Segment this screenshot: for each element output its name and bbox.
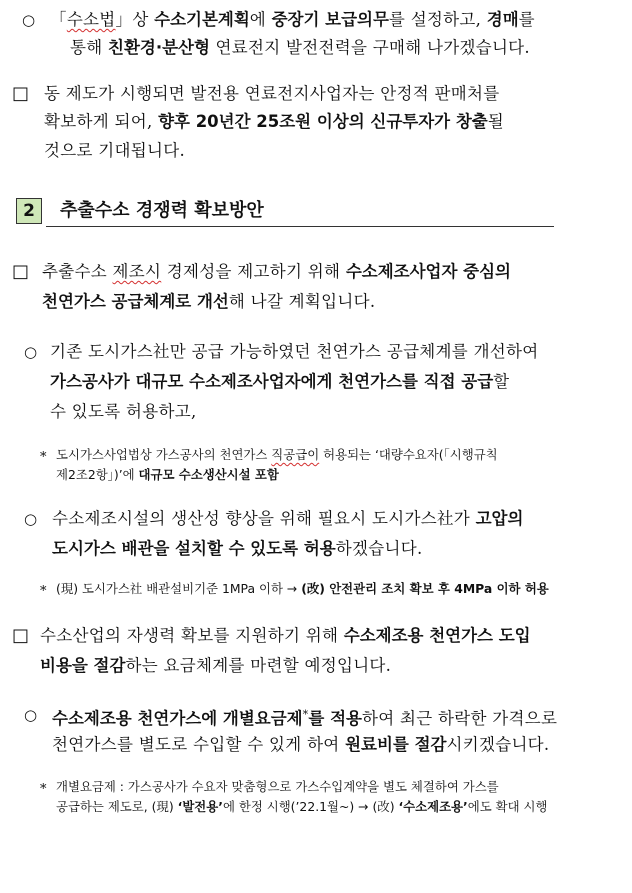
text-line: 비용을 절감하는 요금체계를 마련할 예정입니다. [40,656,392,675]
heading-underline [46,226,554,227]
circle-bullet: ○ [24,510,38,528]
text-line: 수소산업의 자생력 확보를 지원하기 위해 수소제조용 천연가스 도입 [40,626,531,645]
law-name: 수소법 [66,10,116,29]
asterisk-bullet: * [40,450,47,465]
text-line: 개별요금제 : 가스공사가 수요자 맞춤형으로 가스수입계약을 별도 체결하여 가스를 [56,779,499,794]
circle-bullet: ○ [22,11,36,29]
square-bullet: □ [12,261,30,282]
section-title: 추출수소 경쟁력 확보방안 [60,200,264,221]
text-line: 것으로 기대됩니다. [44,141,186,160]
text-line: 확보하게 되어, 향후 20년간 25조원 이상의 신규투자가 창출될 [44,112,504,131]
text-line: 동 제도가 시행되면 발전용 연료전지사업자는 안정적 판매처를 [44,84,500,103]
asterisk-bullet: * [40,782,47,797]
text-line: 추출수소 제조시 경제성을 제고하기 위해 수소제조사업자 중심의 [42,262,511,281]
text-line: 수소제조시설의 생산성 향상을 위해 필요시 도시가스社가 고압의 [52,509,524,528]
text-line: 천연가스 공급체계로 개선해 나갈 계획입니다. [42,292,376,311]
text-line: 수 있도록 허용하고, [50,402,197,421]
square-bullet: □ [12,625,30,646]
square-bullet: □ [12,83,30,104]
footnote-marker: * [302,708,309,721]
text-line: 「수소법」상 수소기본계획에 중장기 보급의무를 설정하고, 경매를 [50,10,535,29]
text-line: 가스공사가 대규모 수소제조사업자에게 천연가스를 직접 공급할 [50,372,510,391]
text-line: 통해 친환경·분산형 연료전지 발전전력을 구매해 나가겠습니다. [70,38,530,57]
text-line: (現) 도시가스社 배관설비기준 1MPa 이하 → (改) 안전관리 조치 확보 후 4MPa 이하 허용 [56,581,549,596]
text-line: 공급하는 제도로, (現) ‘발전용’에 한정 시행(’22.1월~) → (改) ‘수소제조용’에도 확대 시행 [56,799,548,814]
section-heading [16,196,556,228]
text-line: 제2조2항」)’에 대규모 수소생산시설 포함 [56,467,279,482]
text-line: 수소제조용 천연가스에 개별요금제*를 적용하여 최근 하락한 가격으로 [52,708,558,728]
text-line: 천연가스를 별도로 수입할 수 있게 하여 원료비를 절감시키겠습니다. [52,735,550,754]
text-line: 도시가스사업법상 가스공사의 천연가스 직공급이 허용되는 ‘대량수요자(「시행규칙 [56,447,498,462]
text-line: 기존 도시가스社만 공급 가능하였던 천연가스 공급체계를 개선하여 [50,342,539,361]
section-number: 2 [16,198,42,224]
asterisk-bullet: * [40,584,47,599]
circle-bullet: ○ [24,706,38,724]
circle-bullet: ○ [24,343,38,361]
text-line: 도시가스 배관을 설치할 수 있도록 허용하겠습니다. [52,539,423,558]
